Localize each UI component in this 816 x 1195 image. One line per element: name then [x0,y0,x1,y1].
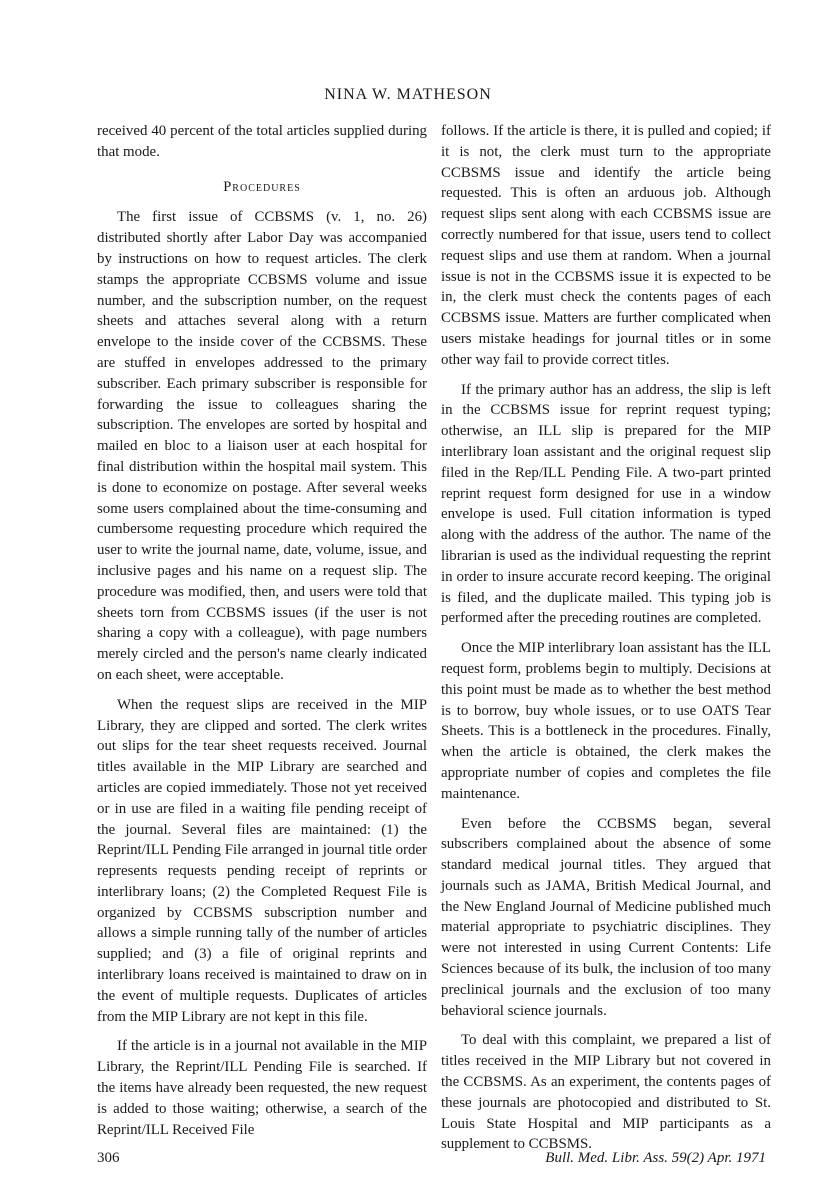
paragraph: When the request slips are received in the MIP Library, they are clipped and sorted. The clerk writes out slips for the tear sheet requests received. Journal titles available in the MIP Library are searched and articles are copied immediately. Those not yet received or in use are filed in a waiting file pending receipt of the journal. Several files are maintained: (1) the Reprint/ILL Pending File arranged in journal title order represents requests pending receipt of reprints or interlibrary loans; (2) the Completed Request File is organized by CCBSMS subscription number and allows a simple running tally of the number of articles supplied; and (3) a file of original reprints and interlibrary loans received is maintained to draw on in the event of multiple requests. Duplicates of articles from the MIP Library are not kept in this file. [97,696,427,1025]
left-column [97,121,427,1140]
section-heading-procedures: Procedures [223,178,301,195]
running-header-author: NINA W. MATHESON [324,86,492,103]
paragraph: If the article is in a journal not available in the MIP Library, the Reprint/ILL Pending File is searched. If the items have already been requested, the new request is added to those waiting; otherwise, a search of the Reprint/ILL Received File [97,1038,427,1138]
journal-citation: Bull. Med. Libr. Ass. 59(2) Apr. 1971 [545,1150,766,1166]
paragraph-continued: follows. If the article is there, it is pulled and copied; if it is not, the clerk must turn to the appropriate CCBSMS issue and identify the article being requested. This is often an arduous job. Although request slips sent along with each CCBSMS issue are correctly numbered for that issue, users tend to collect request slips and use them at random. When a journal issue is not in the CCBSMS issue it is expected to be in, the clerk must check the contents pages of each CCBSMS issue. Matters are further complicated when users mistake headings for journal titles or in some other way fail to provide correct titles. [441,123,771,368]
page-number: 306 [97,1150,120,1166]
paragraph: To deal with this complaint, we prepared a list of titles received in the MIP Library but not covered in the CCBSMS. As an experiment, the contents pages of these journals are photocopied and distributed to St. Louis State Hospital and MIP participants as a supplement to CCBSMS. [441,1032,771,1153]
paragraph: The first issue of CCBSMS (v. 1, no. 26) distributed shortly after Labor Day was accompanied by instructions on how to request articles. The clerk stamps the appropriate CCBSMS volume and issue number, and the subscription number, on the request sheets and attaches several along with a return envelope to the inside cover of the CCBSMS. These are stuffed in envelopes addressed to the primary subscriber. Each primary subscriber is responsible for forwarding the issue to colleagues sharing the subscription. The envelopes are sorted by hospital and mailed en bloc to a liaison user at each hospital for final distribution within the hospital mail system. This is done to economize on postage. After several weeks some users complained about the time-consuming and cumbersome requesting procedure which required the user to write the journal name, date, volume, issue, and inclusive pages and his name on a request slip. The procedure was modified, then, and users were told that sheets torn from CCBSMS issues (if the user is not sharing a copy with a colleague), with page numbers merely circled and the person's name clearly indicated on each sheet, were acceptable. [97,209,427,683]
right-column [441,121,771,1155]
paragraph: If the primary author has an address, the slip is left in the CCBSMS issue for reprint request typing; otherwise, an ILL slip is prepared for the MIP interlibrary loan assistant and the original request slip filed in the Rep/ILL Pending File. A two-part printed reprint request form designed for use in a window envelope is used. Full citation information is typed along with the address of the author. The name of the librarian is used as the individual requesting the reprint in order to insure accurate record keeping. The original is filed, and the duplicate mailed. This typing job is performed after the preceding routines are completed. [441,381,771,627]
paragraph: Even before the CCBSMS began, several subscribers complained about the absence of some standard medical journal titles. They argued that journals such as JAMA, British Medical Journal, and the New England Journal of Medicine published much material appropriate to psychiatric disciplines. They were not interested in using Current Contents: Life Sciences because of its bulk, the inclusion of too many preclinical journals and the exclusion of too many behavioral science journals. [441,815,771,1019]
paragraph: Once the MIP interlibrary loan assistant has the ILL request form, problems begin to multiply. Decisions at this point must be made as to whether the best method is to borrow, buy whole issues, or to use OATS Tear Sheets. This is a bottleneck in the procedures. Finally, when the article is obtained, the clerk makes the appropriate number of copies and completes the file maintenance. [441,640,771,802]
paragraph-continued: received 40 percent of the total articles supplied during that mode. [97,123,427,160]
